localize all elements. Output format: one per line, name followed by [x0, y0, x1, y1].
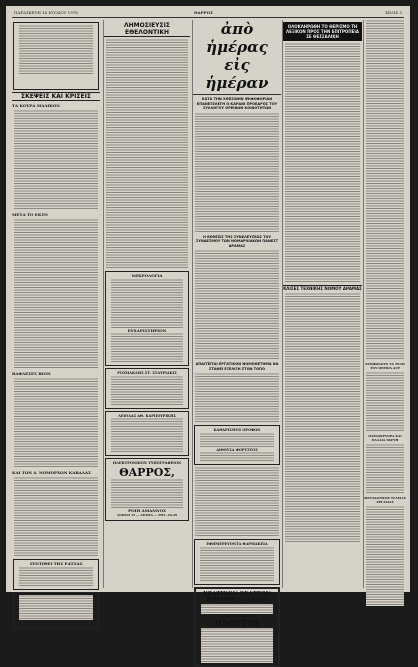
box-card-1 — [105, 368, 189, 409]
box-katharismos-title: ΚΑΘΑΡΙΣΜΟΣ ΟΡΟΦΩΝ — [198, 428, 276, 433]
box-nekrologia-title: ΝΕΚΡΟΛΟΓΙΑ — [109, 274, 185, 279]
theatre-author: ΑΡΙΣΤΟΦΑΝΟΥΣ — [199, 614, 275, 619]
ad-owner: ΡΟΙΗ ΑΜΑΝΝΟΣ — [109, 509, 185, 514]
header-page-number: ΣΕΛΙΣ 3 — [385, 10, 402, 15]
article-heading-karanis: ΚΑΤΑ ΤΗΝ ΧΘΕΣΙΝΗΝ ΨΗΦΟΦΟΡΙΑΝ ΕΠΑΝΕΞΕΛΕΓΗ Ο ΚΑΡΑΝΙ ΠΡΟΕΔΡΟΣ ΤΟΥ ΣΥΛΛΟΓΟΥ ΟΡΕΙΝΩΝ ΚΟΙΝΟΤΗΤΩΝ — [193, 97, 281, 111]
article-heading-4: ΚΑΙ ΤΩΝ 4. ΝΟΜΟΡΧΩΝ ΚΑΒΑΛΑΣ — [12, 470, 100, 475]
ad-address: ΑΝΘΙΝΙ 15 — ΔΡΑΜΑ — ΤΗΛ. 26-29 — [109, 513, 185, 518]
box-katharismos — [194, 425, 280, 465]
column-5-note-1: ΣΥΜΦΩΝΟΥΝ ΤΑ ΤΕΛΗ ΤΟΥ ΠΕΡΙΟΔ ΑΓΡ — [364, 362, 406, 370]
article-heading-3: ΒΑΦΛΕΣΕΣ ΒΙΟΝ — [12, 371, 100, 376]
ad-name: ΘΑΡΡΟΣ, — [109, 466, 185, 479]
box-farmakeia — [194, 539, 280, 585]
article-heading-technical: ΚΛΙΣΕΣ ΤΕΧΝΙΚΗΣ ΝΟΜΟΥ ΔΡΑΜΑΣ — [283, 285, 362, 291]
header-date: ΠΑΡΑΣΚΕΥΗ 16 ΙΟΥΛΙΟΥ 1976 — [14, 10, 78, 15]
theatre-title-2: ΒΟΡΕΙΟΥ ΕΛΛΑΔΟΣ — [199, 597, 275, 604]
column-3 — [192, 20, 281, 588]
box-bottom-left-title: ΣΥΝΤΙΘΕΙ ΤΗΣ ΡΑΤΣΑΣ — [17, 562, 95, 567]
box-aithousa-title: ΑΙΘΟΥΣΑ ΦΟΡΤΣΤΟΣ — [198, 448, 276, 453]
theatre-title-1: ΚΡΑΤΙΚΟΝ ΘΕΑΤΡΟΝ — [199, 591, 275, 598]
ad-kratiko-theatro — [194, 587, 280, 667]
column-5-note-3: ΜΕΤΑΚΟΜΙΣΙΣ ΤΕΛΕΙΑΣ ΕΡΓΑΣΙΑΣ — [364, 496, 406, 504]
box-top-left — [13, 22, 99, 90]
column-banner: ἀπὸ ἡμέρας εἰς ἡμέραν — [193, 20, 281, 95]
page-header — [12, 9, 404, 18]
column-title-dimosieusis: ΛΗΜΟΣΙΕΥΣΙΣ ΕΘΕΛΟΝΤΙΚΗ — [104, 22, 190, 37]
column-5 — [363, 20, 406, 588]
ad-subtitle: ΗΛΕΚΤΡΟΝΙΚΟΝ ΤΥΠΟΓΡΑΦΕΙΟΝ — [109, 461, 185, 466]
box-eucharistirion-title: ΕΥΧΑΡΙΣΤΗΡΙΟΝ — [109, 329, 185, 334]
column-title-skepseis: ΣΚΕΨΕΙΣ ΚΑΙ ΚΡΙΣΕΙΣ — [12, 92, 100, 101]
header-paper-name: ΘΑΡΡΟΣ — [194, 10, 213, 15]
article-heading-2: ΜΕΤΑ ΤΟ ΕΚΤΟ — [12, 212, 100, 217]
box-card-2 — [105, 411, 189, 457]
article-heading-syndesmos: Η ΕΚΘΕΣΙΣ ΤΗΣ ΣΥΝΕΛΕΥΣΕΩΣ ΤΟΥ ΣΥΝΔΕΣΜΟΥ ΤΩΝ ΝΟΜΑΡΧΙΑΚΩΝ ΠΑΝΕΣΤ ΔΡΑΜΑΣ — [193, 235, 281, 249]
column-2 — [103, 20, 190, 588]
column-1 — [12, 20, 100, 588]
box-nekrologia — [105, 271, 189, 366]
article-heading-ergatikon: ΑΠΑΙΤΕΙΤΑΙ ΕΡΓΑΤΙΚΟΝ ΝΟΜΟΘΕΤΗΜΑ ΝΑ ΣΤΑΘΕΙ ΕΞΕΛΙΞΗ ΣΤΟΝ ΤΟΠΟ — [193, 362, 281, 371]
column-5-note-2: ΠΑΡΑΣΚΕΥΟΡΑ ΚΑΙ ΠΑΛΑΙΑ ΣΚΕΥΗ — [364, 434, 406, 442]
article-heading-1: ΤΑ ΚΟΥΡΑ ΜΑΛΙΚΟΝ — [12, 103, 100, 108]
box-farmakeia-title: ΕΦΗΜΕΡΕΥΟΝΤΑ ΦΑΡΜΑΚΕΙΑ — [198, 542, 276, 547]
newspaper-page — [6, 6, 410, 592]
box-card-1-title: ΡΟΣΜΑΚΛΗΣ ΣΤ. ΣΤΑΥΡΙΑΚΙΣ — [109, 371, 185, 376]
box-bottom-left — [13, 559, 99, 590]
box-card-2-title: ΛΕΙΟΔΑΣ ΑΘ. ΚΑΡΠΟΥΡΙΚΗΣ — [109, 414, 185, 419]
column-4 — [282, 20, 362, 588]
box-bottom-left-2 — [13, 592, 99, 628]
article-heading-theatre-notice: ΟΛΟΚΛΗΡΩΘΗ ΤΟ ΘΕΡΙΣΜΟ ΤΗ ΛΕΞΙΚΟΝ ΠΡΟΣ ΤΗΝ ΕΠΙΤΡΟΠΕΙΑ ΣΕ ΘΕΣΣΑΛΙΚΗ — [283, 22, 362, 41]
ad-tharros-printing — [105, 458, 189, 521]
theatre-play: ΠΛΟΥΤΟΣ — [199, 618, 275, 628]
